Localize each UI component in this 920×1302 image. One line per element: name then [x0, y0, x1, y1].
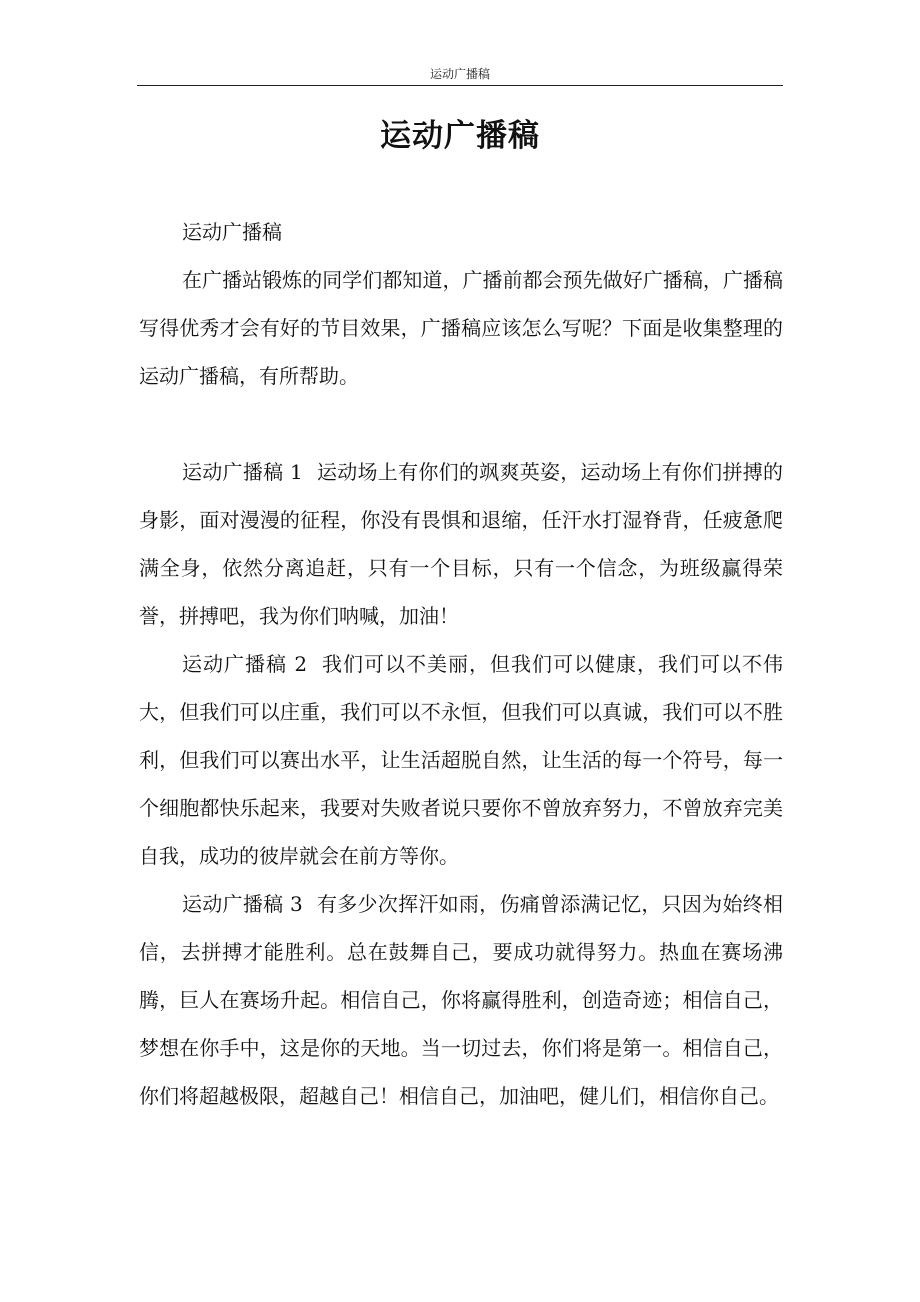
section-paragraph-1 [139, 448, 783, 640]
section-label-2: 运动广播稿 2 [182, 652, 308, 676]
section-text-2: 我们可以不美丽，但我们可以健康，我们可以不伟大，但我们可以庄重，我们可以不永恒，但我们可以真诚，我们可以不胜利，但我们可以赛出水平，让生活超脱自然，让生活的每一个符号，每一个细胞都快乐起来，我要对失败者说只要你不曾放弃努力，不曾放弃完美自我，成功的彼岸就会在前方等你。 [139, 652, 783, 868]
section-paragraph-3 [139, 880, 783, 1120]
running-header-title: 运动广播稿 [429, 67, 490, 81]
section-label-3: 运动广播稿 3 [182, 892, 303, 916]
section-paragraph-2 [139, 640, 783, 880]
paragraph-spacer [139, 400, 783, 448]
section-text-1: 运动场上有你们的飒爽英姿，运动场上有你们拼搏的身影，面对漫漫的征程，你没有畏惧和退缩，任汗水打湿脊背，任疲惫爬满全身，依然分离追赶，只有一个目标，只有一个信念，为班级赢得荣誉，拼搏吧，我为你们呐喊，加油！ [139, 460, 783, 628]
section-label-1: 运动广播稿 1 [182, 460, 303, 484]
section-text-3: 有多少次挥汗如雨，伤痛曾添满记忆，只因为始终相信，去拼搏才能胜利。总在鼓舞自己，要成功就得努力。热血在赛场沸腾，巨人在赛场升起。相信自己，你将赢得胜利，创造奇迹；相信自己，梦想在你手中，这是你的天地。当一切过去，你们将是第一。相信自己，你们将超越极限，超越自己！相信自己，加油吧，健儿们，相信你自己。 [139, 892, 783, 1108]
subtitle-line: 运动广播稿 [182, 220, 282, 244]
document-title: 运动广播稿 [380, 118, 540, 154]
intro-paragraph: 在广播站锻炼的同学们都知道，广播前都会预先做好广播稿，广播稿写得优秀才会有好的节目效果，广播稿应该怎么写呢？下面是收集整理的运动广播稿，有所帮助。 [139, 268, 783, 388]
page-header [137, 64, 783, 86]
document-body [139, 208, 783, 1120]
